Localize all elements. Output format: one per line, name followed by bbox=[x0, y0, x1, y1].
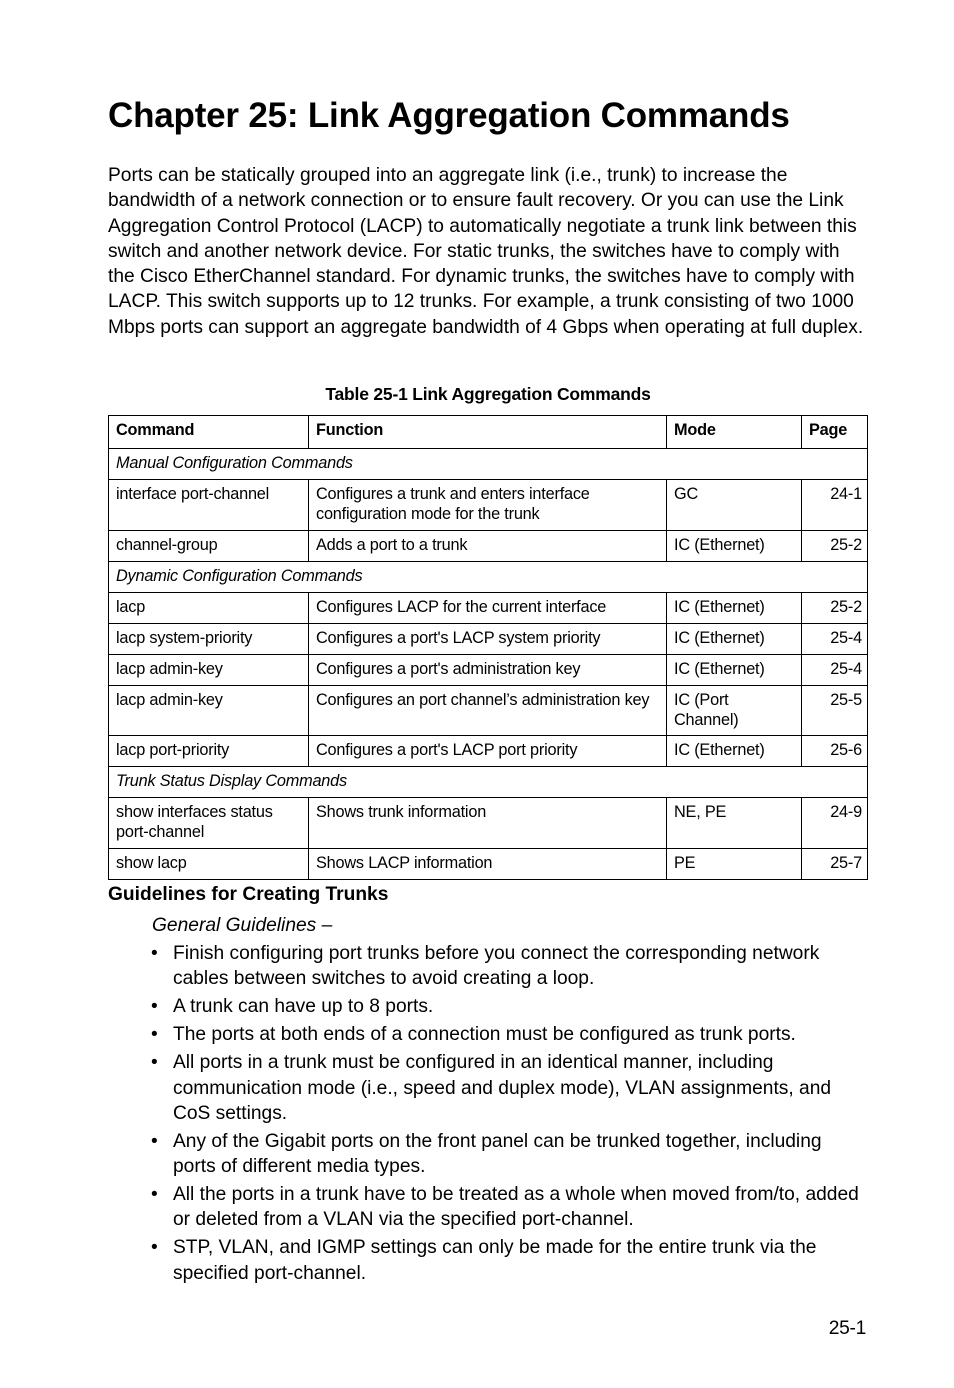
list-item-text: The ports at both ends of a connection must be configured as trunk ports. bbox=[173, 1024, 796, 1046]
cell-page: 25-2 bbox=[802, 531, 868, 562]
cell-command: show interfaces status port-channel bbox=[109, 798, 309, 849]
bullet-icon: • bbox=[151, 996, 158, 1018]
list-item bbox=[108, 994, 868, 1019]
cell-mode: IC (Ethernet) bbox=[667, 736, 802, 767]
section-manual: Manual Configuration Commands bbox=[109, 449, 868, 480]
list-item-text: STP, VLAN, and IGMP settings can only be made for the entire trunk via the specified port-channel. bbox=[173, 1237, 817, 1284]
cell-function: Configures a port's LACP system priority bbox=[309, 624, 667, 655]
guidelines-list bbox=[108, 941, 868, 1289]
cell-page: 25-4 bbox=[802, 655, 868, 686]
bullet-icon: • bbox=[151, 1052, 158, 1074]
guidelines-heading: Guidelines for Creating Trunks bbox=[108, 884, 389, 905]
cell-command: lacp port-priority bbox=[109, 736, 309, 767]
header-command: Command bbox=[109, 416, 309, 449]
cell-page: 25-7 bbox=[802, 849, 868, 880]
table-row bbox=[109, 593, 868, 624]
table-row bbox=[109, 686, 868, 736]
bullet-icon: • bbox=[151, 1130, 158, 1152]
bullet-icon: • bbox=[151, 1237, 158, 1259]
header-function: Function bbox=[309, 416, 667, 449]
cell-command: lacp system-priority bbox=[109, 624, 309, 655]
commands-table bbox=[108, 415, 868, 880]
page-number: 25-1 bbox=[828, 1318, 866, 1339]
list-item bbox=[108, 1022, 868, 1047]
section-status: Trunk Status Display Commands bbox=[109, 767, 868, 798]
list-item-text: All ports in a trunk must be configured in an identical manner, including communication mode (i.e., speed and duplex mode), VLAN assignments, and CoS settings. bbox=[173, 1052, 832, 1124]
table-row bbox=[109, 655, 868, 686]
cell-command: lacp bbox=[109, 593, 309, 624]
cell-function: Configures a port's LACP port priority bbox=[309, 736, 667, 767]
list-item-text: A trunk can have up to 8 ports. bbox=[173, 996, 434, 1018]
chapter-title: Chapter 25: Link Aggregation Commands bbox=[108, 96, 790, 135]
section-row bbox=[109, 562, 868, 593]
table-row bbox=[109, 798, 868, 849]
table-caption: Table 25-1 Link Aggregation Commands bbox=[325, 384, 651, 404]
section-row bbox=[109, 767, 868, 798]
table-header-row bbox=[109, 416, 868, 449]
cell-mode: PE bbox=[667, 849, 802, 880]
cell-command: interface port-channel bbox=[109, 480, 309, 531]
general-guidelines-label: General Guidelines – bbox=[152, 915, 333, 936]
section-row bbox=[109, 449, 868, 480]
cell-command: lacp admin-key bbox=[109, 686, 309, 736]
cell-function: Shows LACP information bbox=[309, 849, 667, 880]
cell-function: Configures a trunk and enters interface configuration mode for the trunk bbox=[309, 480, 667, 531]
list-item bbox=[108, 1235, 868, 1286]
cell-function: Configures a port's administration key bbox=[309, 655, 667, 686]
list-item bbox=[108, 1129, 868, 1180]
cell-mode: IC (Ethernet) bbox=[667, 593, 802, 624]
cell-page: 25-5 bbox=[802, 686, 868, 736]
cell-command: show lacp bbox=[109, 849, 309, 880]
cell-page: 25-4 bbox=[802, 624, 868, 655]
header-mode: Mode bbox=[667, 416, 802, 449]
list-item bbox=[108, 941, 868, 992]
cell-page: 25-6 bbox=[802, 736, 868, 767]
cell-function: Adds a port to a trunk bbox=[309, 531, 667, 562]
table-row bbox=[109, 736, 868, 767]
table-row bbox=[109, 624, 868, 655]
bullet-icon: • bbox=[151, 943, 158, 964]
cell-function: Shows trunk information bbox=[309, 798, 667, 849]
header-page: Page bbox=[802, 416, 868, 449]
cell-mode: IC (Ethernet) bbox=[667, 655, 802, 686]
section-dynamic: Dynamic Configuration Commands bbox=[109, 562, 868, 593]
cell-page: 25-2 bbox=[802, 593, 868, 624]
cell-command: channel-group bbox=[109, 531, 309, 562]
cell-function: Configures LACP for the current interface bbox=[309, 593, 667, 624]
intro-paragraph: Ports can be statically grouped into an aggregate link (i.e., trunk) to increase the bandwidth of a network connection or to ensure fault recovery. Or you can use the Link Aggregation Control Protocol (LACP) to automatically negotiate a trunk link between this switch and another network device. For static trunks, the switches have to comply with the Cisco EtherChannel standard. For dynamic trunks, the switches have to comply with LACP. This switch supports up to 12 trunks. For example, a trunk consisting of two 1000 Mbps ports can support an aggregate bandwidth of 4 Gbps when operating at full duplex. bbox=[108, 165, 864, 338]
cell-mode: IC (Port Channel) bbox=[667, 686, 802, 736]
bullet-icon: • bbox=[151, 1184, 158, 1206]
cell-function: Configures an port channel’s administration key bbox=[309, 686, 667, 736]
cell-page: 24-9 bbox=[802, 798, 868, 849]
list-item-text: All the ports in a trunk have to be treated as a whole when moved from/to, added or deleted from a VLAN via the specified port-channel. bbox=[173, 1184, 859, 1231]
list-item bbox=[108, 1050, 868, 1126]
cell-page: 24-1 bbox=[802, 480, 868, 531]
table-row bbox=[109, 531, 868, 562]
cell-mode: NE, PE bbox=[667, 798, 802, 849]
table-row bbox=[109, 480, 868, 531]
list-item-text: Finish configuring port trunks before you connect the corresponding network cables between switches to avoid creating a loop. bbox=[173, 943, 820, 990]
list-item-text: Any of the Gigabit ports on the front panel can be trunked together, including ports of different media types. bbox=[173, 1130, 822, 1178]
cell-mode: GC bbox=[667, 480, 802, 531]
cell-mode: IC (Ethernet) bbox=[667, 531, 802, 562]
table-row bbox=[109, 849, 868, 880]
list-item bbox=[108, 1182, 868, 1233]
cell-mode: IC (Ethernet) bbox=[667, 624, 802, 655]
bullet-icon: • bbox=[151, 1024, 158, 1046]
cell-command: lacp admin-key bbox=[109, 655, 309, 686]
